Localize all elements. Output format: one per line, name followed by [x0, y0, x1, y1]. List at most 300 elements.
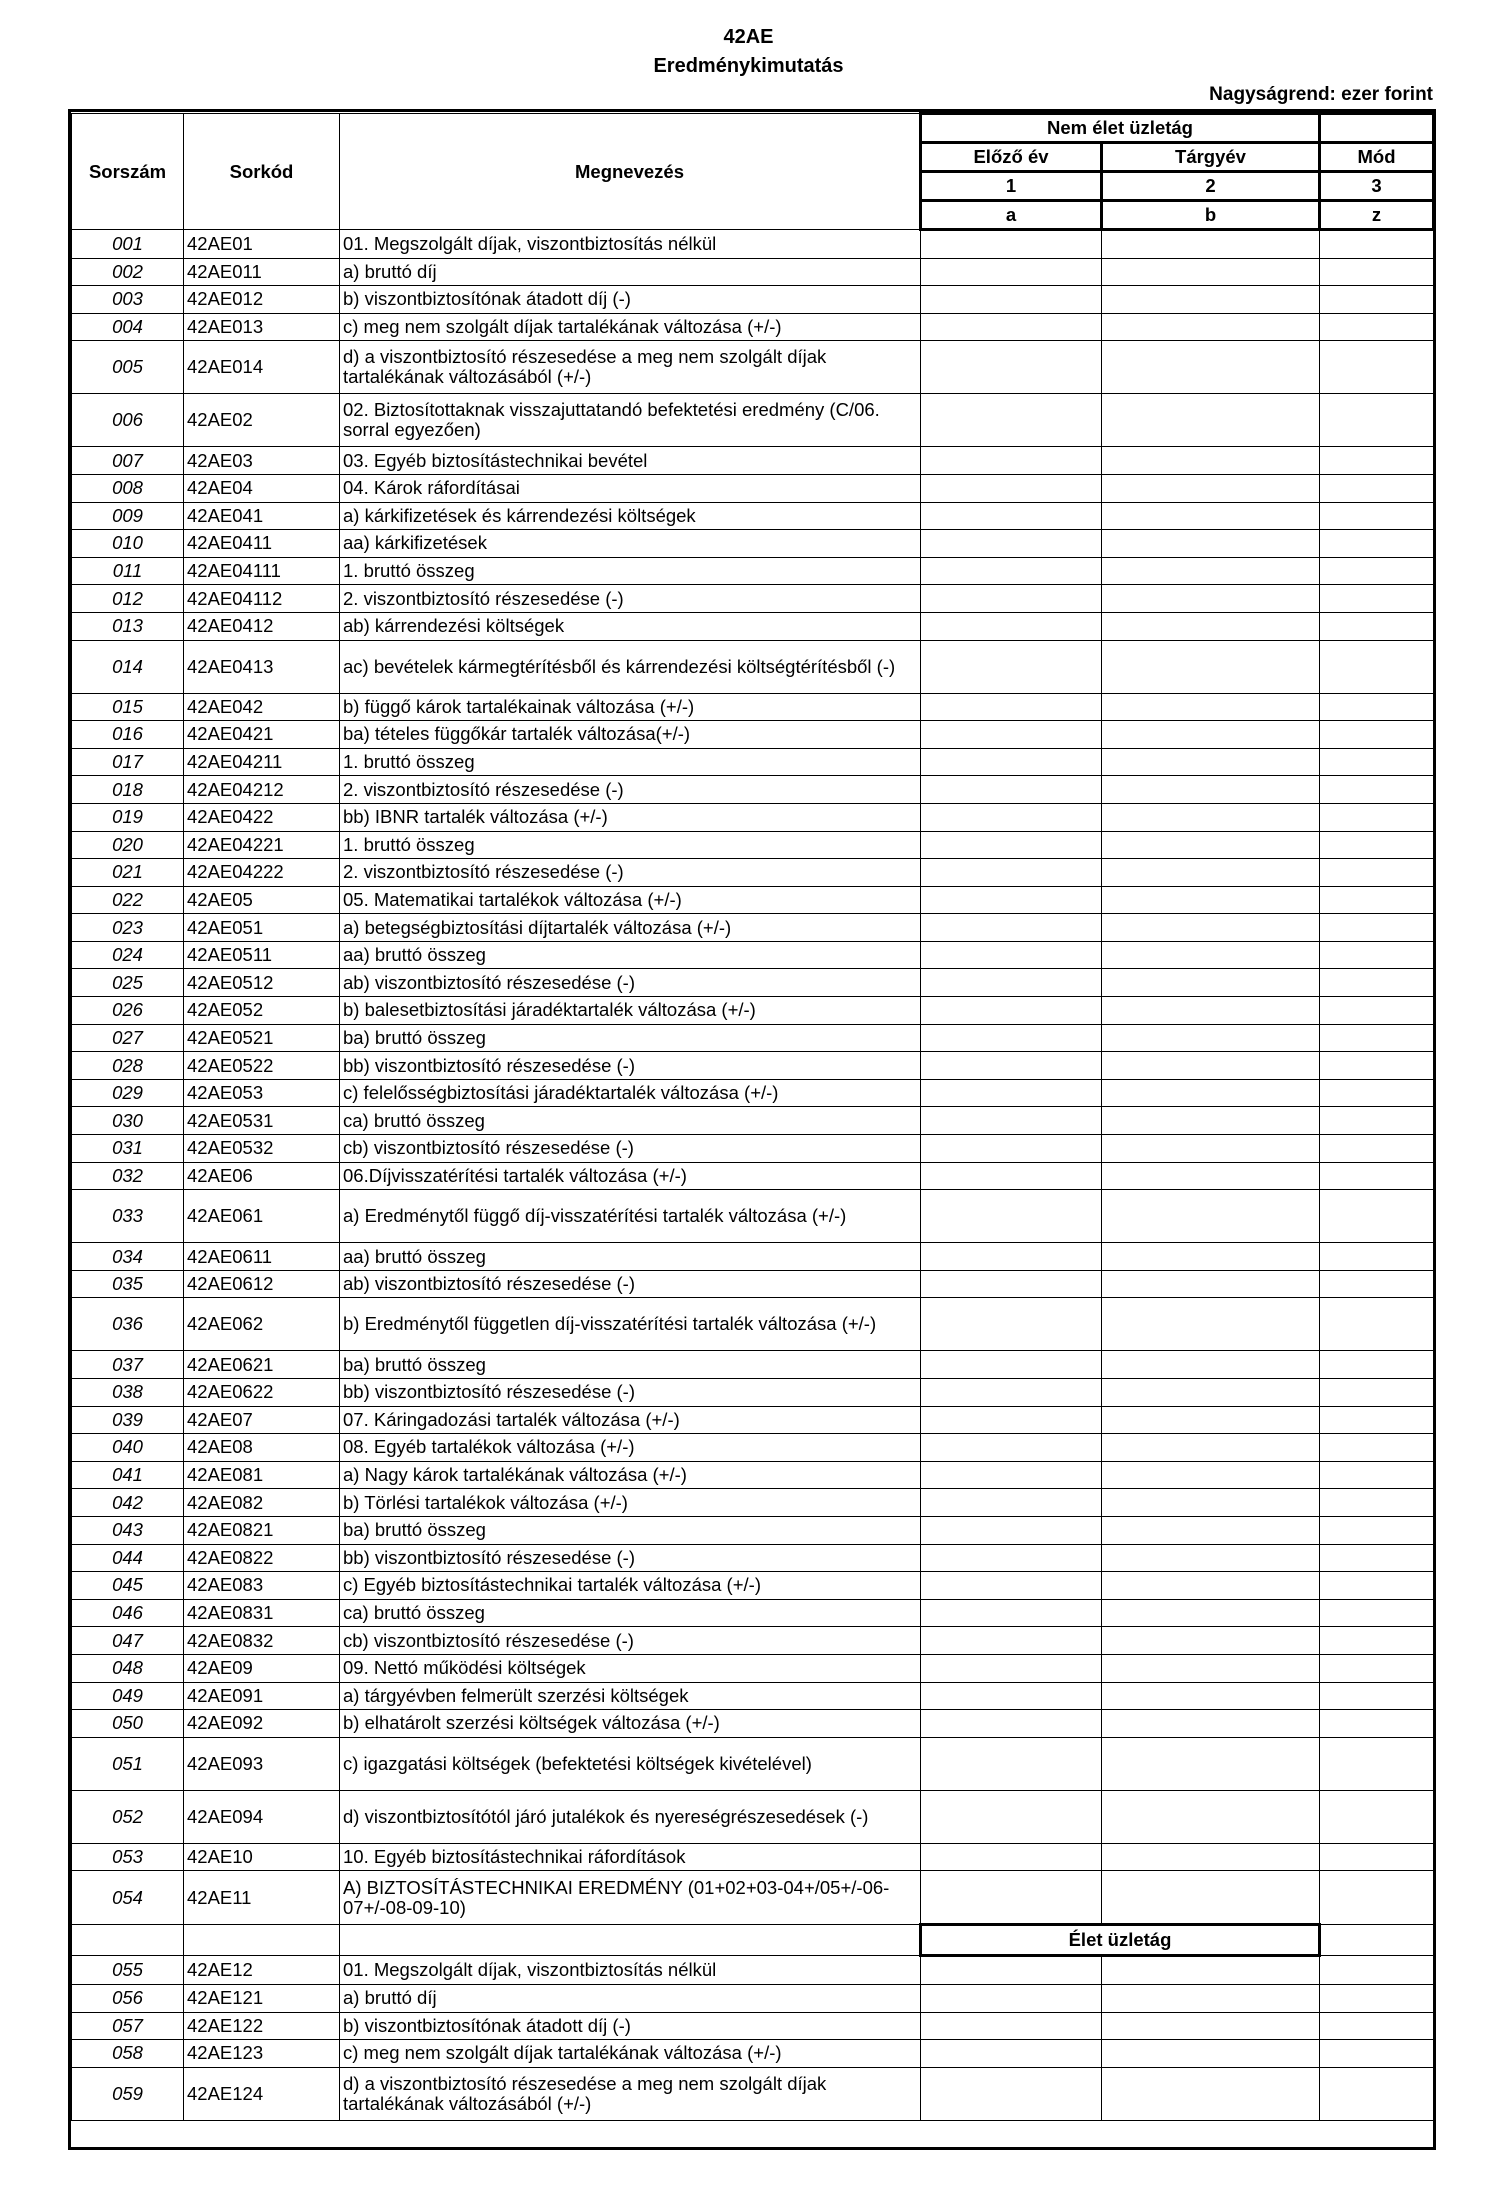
value-cell-previous-year[interactable]	[921, 557, 1102, 585]
value-cell-previous-year[interactable]	[921, 1627, 1102, 1655]
value-cell-previous-year[interactable]	[921, 776, 1102, 804]
row-label: 1. bruttó összeg	[340, 557, 921, 585]
value-cell-mode[interactable]	[1320, 1162, 1434, 1190]
row-label: d) a viszontbiztosító részesedése a meg nem szolgált díjak tartalékának változásából (+/-)	[340, 2067, 921, 2120]
value-cell-mode[interactable]	[1320, 776, 1434, 804]
value-cell-current-year[interactable]	[1102, 1843, 1320, 1871]
table-row	[72, 969, 1434, 997]
value-cell-current-year[interactable]	[1102, 1243, 1320, 1271]
value-cell-current-year[interactable]	[1102, 1599, 1320, 1627]
row-label: 07. Káringadozási tartalék változása (+/-)	[340, 1406, 921, 1434]
value-cell-current-year[interactable]	[1102, 341, 1320, 394]
value-cell-previous-year[interactable]	[921, 1489, 1102, 1517]
value-cell-mode[interactable]	[1320, 1843, 1434, 1871]
value-cell-current-year[interactable]	[1102, 859, 1320, 887]
value-cell-previous-year[interactable]	[921, 2012, 1102, 2040]
value-cell-current-year[interactable]	[1102, 612, 1320, 640]
row-number: 053	[72, 1843, 184, 1871]
header-col-a: a	[921, 201, 1102, 230]
value-cell-mode[interactable]	[1320, 585, 1434, 613]
row-code: 42AE04212	[184, 776, 340, 804]
row-code: 42AE06	[184, 1162, 340, 1190]
value-cell-current-year[interactable]	[1102, 886, 1320, 914]
table-row	[72, 502, 1434, 530]
value-cell-current-year[interactable]	[1102, 230, 1320, 259]
row-code: 42AE0611	[184, 1243, 340, 1271]
value-cell-mode[interactable]	[1320, 831, 1434, 859]
value-cell-current-year[interactable]	[1102, 1737, 1320, 1790]
value-cell-previous-year[interactable]	[921, 1654, 1102, 1682]
row-label: 2. viszontbiztosító részesedése (-)	[340, 859, 921, 887]
row-label: b) elhatárolt szerzési költségek változása (+/-)	[340, 1710, 921, 1738]
row-label: 2. viszontbiztosító részesedése (-)	[340, 585, 921, 613]
value-cell-current-year[interactable]	[1102, 1461, 1320, 1489]
header-group-empty	[1320, 114, 1434, 143]
value-cell-current-year[interactable]	[1102, 941, 1320, 969]
value-cell-current-year[interactable]	[1102, 502, 1320, 530]
row-label: b) balesetbiztosítási járadéktartalék változása (+/-)	[340, 997, 921, 1025]
table-row	[72, 612, 1434, 640]
table-row	[72, 1243, 1434, 1271]
value-cell-current-year[interactable]	[1102, 1135, 1320, 1163]
row-label: ab) viszontbiztosító részesedése (-)	[340, 969, 921, 997]
value-cell-current-year[interactable]	[1102, 1270, 1320, 1298]
value-cell-mode[interactable]	[1320, 941, 1434, 969]
row-number: 020	[72, 831, 184, 859]
value-cell-current-year[interactable]	[1102, 693, 1320, 721]
row-code: 42AE081	[184, 1461, 340, 1489]
value-cell-previous-year[interactable]	[921, 693, 1102, 721]
value-cell-mode[interactable]	[1320, 1956, 1434, 1985]
value-cell-current-year[interactable]	[1102, 1544, 1320, 1572]
value-cell-current-year[interactable]	[1102, 1790, 1320, 1843]
value-cell-current-year[interactable]	[1102, 1052, 1320, 1080]
row-code: 42AE0612	[184, 1270, 340, 1298]
value-cell-previous-year[interactable]	[921, 2067, 1102, 2120]
table-row	[72, 803, 1434, 831]
row-label: ab) kárrendezési költségek	[340, 612, 921, 640]
value-cell-mode[interactable]	[1320, 1871, 1434, 1925]
value-cell-mode[interactable]	[1320, 1434, 1434, 1462]
value-cell-previous-year[interactable]	[921, 721, 1102, 749]
value-cell-mode[interactable]	[1320, 1461, 1434, 1489]
row-number: 021	[72, 859, 184, 887]
row-number: 034	[72, 1243, 184, 1271]
row-code: 42AE042	[184, 693, 340, 721]
row-code: 42AE011	[184, 258, 340, 286]
value-cell-mode[interactable]	[1320, 1544, 1434, 1572]
value-cell-previous-year[interactable]	[921, 1434, 1102, 1462]
value-cell-previous-year[interactable]	[921, 1270, 1102, 1298]
value-cell-previous-year[interactable]	[921, 914, 1102, 942]
table-row	[72, 1654, 1434, 1682]
value-cell-previous-year[interactable]	[921, 1956, 1102, 1985]
row-number: 048	[72, 1654, 184, 1682]
value-cell-previous-year[interactable]	[921, 2040, 1102, 2068]
row-code: 42AE0831	[184, 1599, 340, 1627]
value-cell-previous-year[interactable]	[921, 1243, 1102, 1271]
value-cell-previous-year[interactable]	[921, 612, 1102, 640]
value-cell-current-year[interactable]	[1102, 997, 1320, 1025]
value-cell-current-year[interactable]	[1102, 1654, 1320, 1682]
value-cell-previous-year[interactable]	[921, 258, 1102, 286]
row-code: 42AE0531	[184, 1107, 340, 1135]
value-cell-mode[interactable]	[1320, 969, 1434, 997]
value-cell-previous-year[interactable]	[921, 1682, 1102, 1710]
value-cell-current-year[interactable]	[1102, 1024, 1320, 1052]
table-row	[72, 1956, 1434, 1985]
value-cell-current-year[interactable]	[1102, 1572, 1320, 1600]
value-cell-mode[interactable]	[1320, 997, 1434, 1025]
row-number: 057	[72, 2012, 184, 2040]
row-code: 42AE0512	[184, 969, 340, 997]
row-label: d) viszontbiztosítótól járó jutalékok és nyereségrészesedések (-)	[340, 1790, 921, 1843]
value-cell-current-year[interactable]	[1102, 447, 1320, 475]
value-cell-previous-year[interactable]	[921, 1379, 1102, 1407]
value-cell-previous-year[interactable]	[921, 1135, 1102, 1163]
row-label: ba) tételes függőkár tartalék változása(+/-)	[340, 721, 921, 749]
value-cell-mode[interactable]	[1320, 859, 1434, 887]
row-number: 007	[72, 447, 184, 475]
value-cell-current-year[interactable]	[1102, 1434, 1320, 1462]
table-row	[72, 1516, 1434, 1544]
value-cell-mode[interactable]	[1320, 502, 1434, 530]
row-label: 08. Egyéb tartalékok változása (+/-)	[340, 1434, 921, 1462]
table-row	[72, 1627, 1434, 1655]
value-cell-current-year[interactable]	[1102, 1190, 1320, 1243]
value-cell-current-year[interactable]	[1102, 1627, 1320, 1655]
header-group-nonlife: Nem élet üzletág	[921, 114, 1320, 143]
value-cell-current-year[interactable]	[1102, 803, 1320, 831]
value-cell-current-year[interactable]	[1102, 2040, 1320, 2068]
row-label: ba) bruttó összeg	[340, 1024, 921, 1052]
value-cell-mode[interactable]	[1320, 1351, 1434, 1379]
value-cell-mode[interactable]	[1320, 1190, 1434, 1243]
row-code: 42AE03	[184, 447, 340, 475]
value-cell-mode[interactable]	[1320, 1682, 1434, 1710]
row-code: 42AE09	[184, 1654, 340, 1682]
table-row	[72, 1107, 1434, 1135]
table-row	[72, 1079, 1434, 1107]
value-cell-previous-year[interactable]	[921, 1984, 1102, 2012]
row-code: 42AE014	[184, 341, 340, 394]
value-cell-previous-year[interactable]	[921, 313, 1102, 341]
value-cell-mode[interactable]	[1320, 748, 1434, 776]
value-cell-current-year[interactable]	[1102, 1162, 1320, 1190]
row-code: 42AE04222	[184, 859, 340, 887]
row-label: aa) kárkifizetések	[340, 530, 921, 558]
value-cell-current-year[interactable]	[1102, 1516, 1320, 1544]
value-cell-current-year[interactable]	[1102, 1956, 1320, 1985]
value-cell-mode[interactable]	[1320, 1790, 1434, 1843]
value-cell-mode[interactable]	[1320, 914, 1434, 942]
table-row	[72, 1052, 1434, 1080]
value-cell-current-year[interactable]	[1102, 557, 1320, 585]
value-cell-mode[interactable]	[1320, 447, 1434, 475]
value-cell-previous-year[interactable]	[921, 969, 1102, 997]
row-label: 06.Díjvisszatérítési tartalék változása (+/-)	[340, 1162, 921, 1190]
value-cell-previous-year[interactable]	[921, 1162, 1102, 1190]
value-cell-current-year[interactable]	[1102, 831, 1320, 859]
row-code: 42AE0832	[184, 1627, 340, 1655]
value-cell-previous-year[interactable]	[921, 831, 1102, 859]
value-cell-mode[interactable]	[1320, 1107, 1434, 1135]
value-cell-mode[interactable]	[1320, 1737, 1434, 1790]
value-cell-mode[interactable]	[1320, 1243, 1434, 1271]
value-cell-previous-year[interactable]	[921, 1461, 1102, 1489]
value-cell-current-year[interactable]	[1102, 1710, 1320, 1738]
value-cell-current-year[interactable]	[1102, 969, 1320, 997]
table-row	[72, 1843, 1434, 1871]
value-cell-current-year[interactable]	[1102, 1079, 1320, 1107]
value-cell-previous-year[interactable]	[921, 1599, 1102, 1627]
value-cell-previous-year[interactable]	[921, 1406, 1102, 1434]
value-cell-mode[interactable]	[1320, 258, 1434, 286]
value-cell-current-year[interactable]	[1102, 776, 1320, 804]
value-cell-current-year[interactable]	[1102, 394, 1320, 447]
value-cell-current-year[interactable]	[1102, 286, 1320, 314]
row-code: 42AE11	[184, 1871, 340, 1925]
row-number: 024	[72, 941, 184, 969]
value-cell-mode[interactable]	[1320, 721, 1434, 749]
value-cell-mode[interactable]	[1320, 1627, 1434, 1655]
row-number: 031	[72, 1135, 184, 1163]
row-label: bb) viszontbiztosító részesedése (-)	[340, 1544, 921, 1572]
value-cell-mode[interactable]	[1320, 1270, 1434, 1298]
row-label: ac) bevételek kármegtérítésből és kárrendezési költségtérítésből (-)	[340, 640, 921, 693]
value-cell-previous-year[interactable]	[921, 1790, 1102, 1843]
value-cell-mode[interactable]	[1320, 1024, 1434, 1052]
value-cell-mode[interactable]	[1320, 557, 1434, 585]
value-cell-mode[interactable]	[1320, 1710, 1434, 1738]
row-label: bb) viszontbiztosító részesedése (-)	[340, 1052, 921, 1080]
row-code: 42AE07	[184, 1406, 340, 1434]
value-cell-current-year[interactable]	[1102, 721, 1320, 749]
row-number: 016	[72, 721, 184, 749]
row-number: 033	[72, 1190, 184, 1243]
row-label: a) tárgyévben felmerült szerzési költségek	[340, 1682, 921, 1710]
value-cell-mode[interactable]	[1320, 1599, 1434, 1627]
value-cell-previous-year[interactable]	[921, 748, 1102, 776]
row-label: c) meg nem szolgált díjak tartalékának változása (+/-)	[340, 2040, 921, 2068]
value-cell-mode[interactable]	[1320, 612, 1434, 640]
row-code: 42AE093	[184, 1737, 340, 1790]
value-cell-current-year[interactable]	[1102, 748, 1320, 776]
value-cell-mode[interactable]	[1320, 1079, 1434, 1107]
table-row	[72, 1710, 1434, 1738]
value-cell-mode[interactable]	[1320, 1489, 1434, 1517]
value-cell-current-year[interactable]	[1102, 1682, 1320, 1710]
table-row	[72, 557, 1434, 585]
value-cell-current-year[interactable]	[1102, 530, 1320, 558]
value-cell-mode[interactable]	[1320, 394, 1434, 447]
row-code: 42AE04112	[184, 585, 340, 613]
table-row	[72, 1737, 1434, 1790]
table-row	[72, 474, 1434, 502]
value-cell-current-year[interactable]	[1102, 1871, 1320, 1925]
value-cell-current-year[interactable]	[1102, 313, 1320, 341]
value-cell-previous-year[interactable]	[921, 447, 1102, 475]
value-cell-previous-year[interactable]	[921, 394, 1102, 447]
row-label: c) meg nem szolgált díjak tartalékának változása (+/-)	[340, 313, 921, 341]
value-cell-mode[interactable]	[1320, 1572, 1434, 1600]
row-number: 050	[72, 1710, 184, 1738]
value-cell-current-year[interactable]	[1102, 1489, 1320, 1517]
row-code: 42AE0622	[184, 1379, 340, 1407]
value-cell-current-year[interactable]	[1102, 2067, 1320, 2120]
row-label: ba) bruttó összeg	[340, 1351, 921, 1379]
row-label: A) BIZTOSÍTÁSTECHNIKAI EREDMÉNY (01+02+03-04+/05+/-06-07+/-08-09-10)	[340, 1871, 921, 1925]
row-code: 42AE124	[184, 2067, 340, 2120]
value-cell-mode[interactable]	[1320, 474, 1434, 502]
row-number: 001	[72, 230, 184, 259]
table-row	[72, 1162, 1434, 1190]
value-cell-current-year[interactable]	[1102, 1107, 1320, 1135]
section-separator-row	[72, 1925, 1434, 1956]
table-row	[72, 831, 1434, 859]
value-cell-mode[interactable]	[1320, 803, 1434, 831]
separator-cell	[340, 1925, 921, 1956]
header-elozo-ev: Előző év	[921, 143, 1102, 172]
row-label: b) függő károk tartalékainak változása (+/-)	[340, 693, 921, 721]
row-number: 047	[72, 1627, 184, 1655]
value-cell-previous-year[interactable]	[921, 886, 1102, 914]
value-cell-previous-year[interactable]	[921, 474, 1102, 502]
value-cell-previous-year[interactable]	[921, 530, 1102, 558]
value-cell-current-year[interactable]	[1102, 1379, 1320, 1407]
value-cell-previous-year[interactable]	[921, 997, 1102, 1025]
row-label: d) a viszontbiztosító részesedése a meg nem szolgált díjak tartalékának változásából (+/-)	[340, 341, 921, 394]
table-row	[72, 1682, 1434, 1710]
value-cell-current-year[interactable]	[1102, 1406, 1320, 1434]
value-cell-previous-year[interactable]	[921, 1843, 1102, 1871]
value-cell-mode[interactable]	[1320, 1654, 1434, 1682]
row-label: 01. Megszolgált díjak, viszontbiztosítás nélkül	[340, 1956, 921, 1985]
header-sorkod: Sorkód	[184, 114, 340, 230]
value-cell-previous-year[interactable]	[921, 585, 1102, 613]
row-code: 42AE12	[184, 1956, 340, 1985]
value-cell-previous-year[interactable]	[921, 341, 1102, 394]
separator-cell	[72, 1925, 184, 1956]
value-cell-mode[interactable]	[1320, 886, 1434, 914]
row-number: 015	[72, 693, 184, 721]
row-number: 035	[72, 1270, 184, 1298]
value-cell-previous-year[interactable]	[921, 1544, 1102, 1572]
value-cell-mode[interactable]	[1320, 1135, 1434, 1163]
value-cell-previous-year[interactable]	[921, 941, 1102, 969]
value-cell-previous-year[interactable]	[921, 1516, 1102, 1544]
value-cell-previous-year[interactable]	[921, 1351, 1102, 1379]
value-cell-mode[interactable]	[1320, 341, 1434, 394]
row-code: 42AE04211	[184, 748, 340, 776]
value-cell-previous-year[interactable]	[921, 803, 1102, 831]
value-cell-current-year[interactable]	[1102, 1298, 1320, 1351]
value-cell-mode[interactable]	[1320, 530, 1434, 558]
value-cell-mode[interactable]	[1320, 2040, 1434, 2068]
value-cell-current-year[interactable]	[1102, 585, 1320, 613]
header-targyev: Tárgyév	[1102, 143, 1320, 172]
value-cell-previous-year[interactable]	[921, 1737, 1102, 1790]
value-cell-current-year[interactable]	[1102, 474, 1320, 502]
value-cell-previous-year[interactable]	[921, 640, 1102, 693]
table-row	[72, 640, 1434, 693]
value-cell-current-year[interactable]	[1102, 640, 1320, 693]
row-number: 054	[72, 1871, 184, 1925]
table-row	[72, 1544, 1434, 1572]
table-row	[72, 1434, 1434, 1462]
table-row	[72, 1406, 1434, 1434]
table-row	[72, 1572, 1434, 1600]
row-code: 42AE091	[184, 1682, 340, 1710]
value-cell-mode[interactable]	[1320, 313, 1434, 341]
value-cell-mode[interactable]	[1320, 2067, 1434, 2120]
table-row	[72, 1298, 1434, 1351]
value-cell-mode[interactable]	[1320, 230, 1434, 259]
row-label: 04. Károk ráfordításai	[340, 474, 921, 502]
row-number: 025	[72, 969, 184, 997]
value-cell-mode[interactable]	[1320, 1406, 1434, 1434]
value-cell-mode[interactable]	[1320, 1984, 1434, 2012]
row-code: 42AE04	[184, 474, 340, 502]
row-number: 018	[72, 776, 184, 804]
value-cell-previous-year[interactable]	[921, 1024, 1102, 1052]
row-number: 012	[72, 585, 184, 613]
value-cell-current-year[interactable]	[1102, 2012, 1320, 2040]
value-cell-mode[interactable]	[1320, 1052, 1434, 1080]
value-cell-mode[interactable]	[1320, 1379, 1434, 1407]
value-cell-mode[interactable]	[1320, 693, 1434, 721]
value-cell-previous-year[interactable]	[921, 1079, 1102, 1107]
separator-cell	[184, 1925, 340, 1956]
row-code: 42AE092	[184, 1710, 340, 1738]
row-number: 004	[72, 313, 184, 341]
value-cell-previous-year[interactable]	[921, 1572, 1102, 1600]
value-cell-mode[interactable]	[1320, 2012, 1434, 2040]
header-col-1: 1	[921, 172, 1102, 201]
value-cell-current-year[interactable]	[1102, 258, 1320, 286]
value-cell-previous-year[interactable]	[921, 502, 1102, 530]
value-cell-previous-year[interactable]	[921, 286, 1102, 314]
value-cell-previous-year[interactable]	[921, 1052, 1102, 1080]
row-label: ab) viszontbiztosító részesedése (-)	[340, 1270, 921, 1298]
value-cell-current-year[interactable]	[1102, 1351, 1320, 1379]
row-code: 42AE052	[184, 997, 340, 1025]
value-cell-mode[interactable]	[1320, 1298, 1434, 1351]
value-cell-previous-year[interactable]	[921, 1107, 1102, 1135]
row-code: 42AE012	[184, 286, 340, 314]
value-cell-current-year[interactable]	[1102, 914, 1320, 942]
value-cell-current-year[interactable]	[1102, 1984, 1320, 2012]
value-cell-mode[interactable]	[1320, 640, 1434, 693]
value-cell-previous-year[interactable]	[921, 1298, 1102, 1351]
row-number: 039	[72, 1406, 184, 1434]
row-number: 051	[72, 1737, 184, 1790]
value-cell-previous-year[interactable]	[921, 1190, 1102, 1243]
value-cell-previous-year[interactable]	[921, 859, 1102, 887]
row-label: ca) bruttó összeg	[340, 1599, 921, 1627]
value-cell-mode[interactable]	[1320, 1516, 1434, 1544]
table-row	[72, 1024, 1434, 1052]
value-cell-previous-year[interactable]	[921, 1871, 1102, 1925]
value-cell-previous-year[interactable]	[921, 1710, 1102, 1738]
value-cell-mode[interactable]	[1320, 286, 1434, 314]
table-row	[72, 2040, 1434, 2068]
row-number: 043	[72, 1516, 184, 1544]
value-cell-previous-year[interactable]	[921, 230, 1102, 259]
row-label: a) betegségbiztosítási díjtartalék változása (+/-)	[340, 914, 921, 942]
row-number: 014	[72, 640, 184, 693]
row-code: 42AE01	[184, 230, 340, 259]
